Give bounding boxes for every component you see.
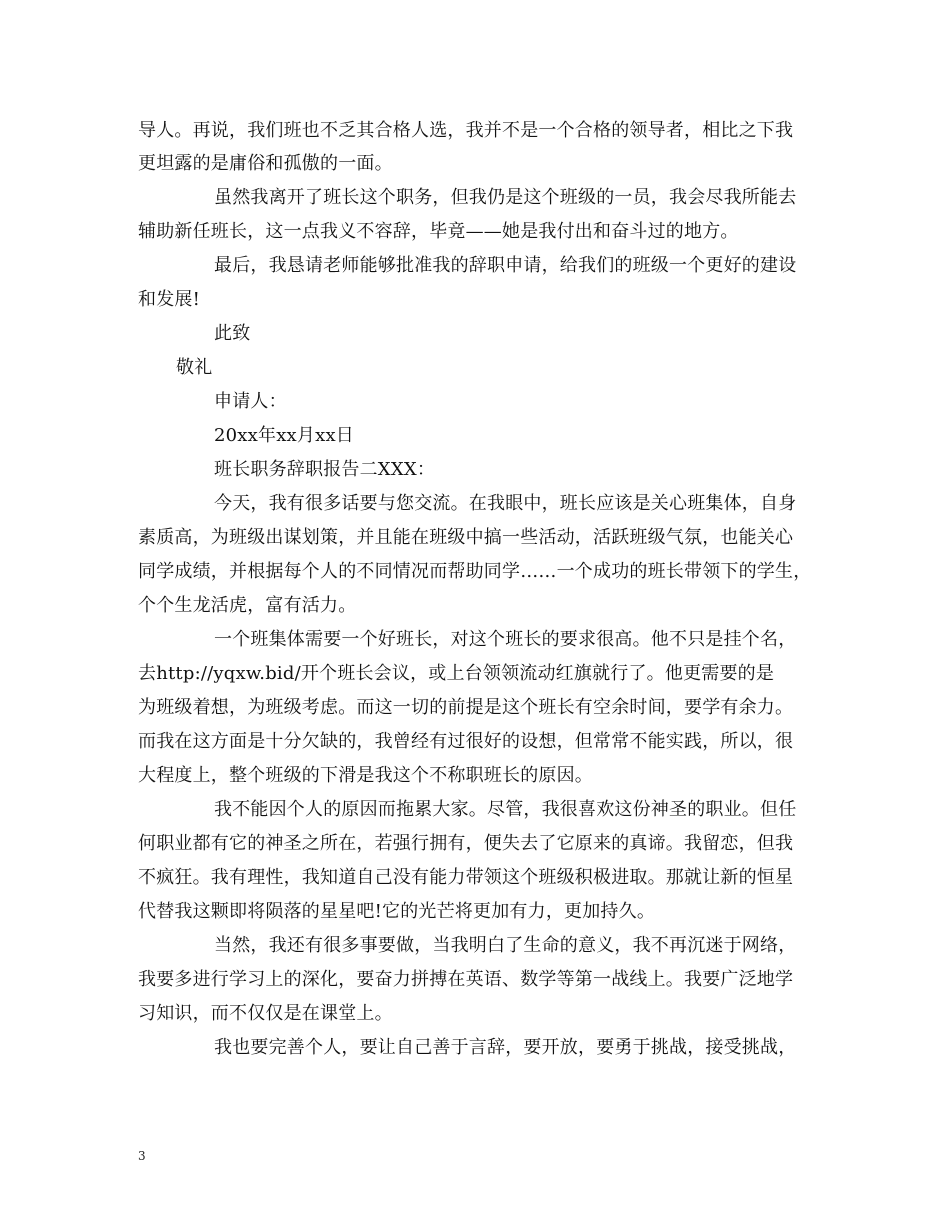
- text-line: 辅助新任班长，这一点我义不容辞，毕竟——她是我付出和奋斗过的地方。: [138, 221, 739, 242]
- applicant-label: 申请人：: [214, 391, 287, 412]
- text-line: 同学成绩，并根据每个人的不同情况而帮助同学……一个成功的班长带领下的学生，: [138, 561, 812, 582]
- section-heading: 班长职务辞职报告二XXX：: [214, 459, 436, 480]
- text-line: 何职业都有它的神圣之所在，若强行拥有，便失去了它原来的真谛。我留恋，但我: [138, 833, 794, 854]
- text-line: 大程度上，整个班级的下滑是我这个不称职班长的原因。: [138, 765, 593, 786]
- paragraph-start: 最后，我恳请老师能够批准我的辞职申请，给我们的班级一个更好的建设: [214, 255, 797, 276]
- text-line: 而我在这方面是十分欠缺的，我曾经有过很好的设想，但常常不能实践，所以，很: [138, 731, 794, 752]
- text-line: 个个生龙活虎，富有活力。: [138, 595, 357, 616]
- text-line: 更坦露的是庸俗和孤傲的一面。: [138, 153, 393, 174]
- salutation: 敬礼: [176, 357, 213, 378]
- text-line: 我要多进行学习上的深化，要奋力拼搏在英语、数学等第一战线上。我要广泛地学: [138, 969, 794, 990]
- text-line: 为班级着想，为班级考虑。而这一切的前提是这个班长有空余时间，要学有余力。: [138, 697, 794, 718]
- page-number: 3: [138, 1149, 146, 1163]
- closing-phrase: 此致: [214, 323, 251, 344]
- paragraph-start: 当然，我还有很多事要做，当我明白了生命的意义，我不再沉迷于网络，: [214, 935, 797, 956]
- text-line: 代替我这颗即将陨落的星星吧!它的光芒将更加有力，更加持久。: [138, 901, 656, 922]
- paragraph-start: 虽然我离开了班长这个职务，但我仍是这个班级的一员，我会尽我所能去: [214, 187, 797, 208]
- text-line: 导人。再说，我们班也不乏其合格人选，我并不是一个合格的领导者，相比之下我: [138, 120, 794, 141]
- text-line: 不疯狂。我有理性，我知道自己没有能力带领这个班级积极进取。那就让新的恒星: [138, 867, 794, 888]
- text-line: 习知识，而不仅仅是在课堂上。: [138, 1003, 393, 1024]
- paragraph-start: 我不能因个人的原因而拖累大家。尽管，我很喜欢这份神圣的职业。但任: [214, 799, 797, 820]
- paragraph-start: 我也要完善个人，要让自己善于言辞，要开放，要勇于挑战，接受挑战，: [214, 1037, 797, 1058]
- paragraph-start: 一个班集体需要一个好班长，对这个班长的要求很高。他不只是挂个名，: [214, 629, 797, 650]
- paragraph-start: 今天，我有很多话要与您交流。在我眼中，班长应该是关心班集体，自身: [214, 493, 797, 514]
- text-line: 素质高，为班级出谋划策，并且能在班级中搞一些活动，活跃班级气氛，也能关心: [138, 527, 794, 548]
- text-line: 和发展!: [138, 289, 201, 310]
- date-line: 20xx年xx月xx日: [214, 425, 355, 446]
- text-line: 去http://yqxw.bid/开个班长会议，或上台领领流动红旗就行了。他更需要的是: [138, 663, 775, 684]
